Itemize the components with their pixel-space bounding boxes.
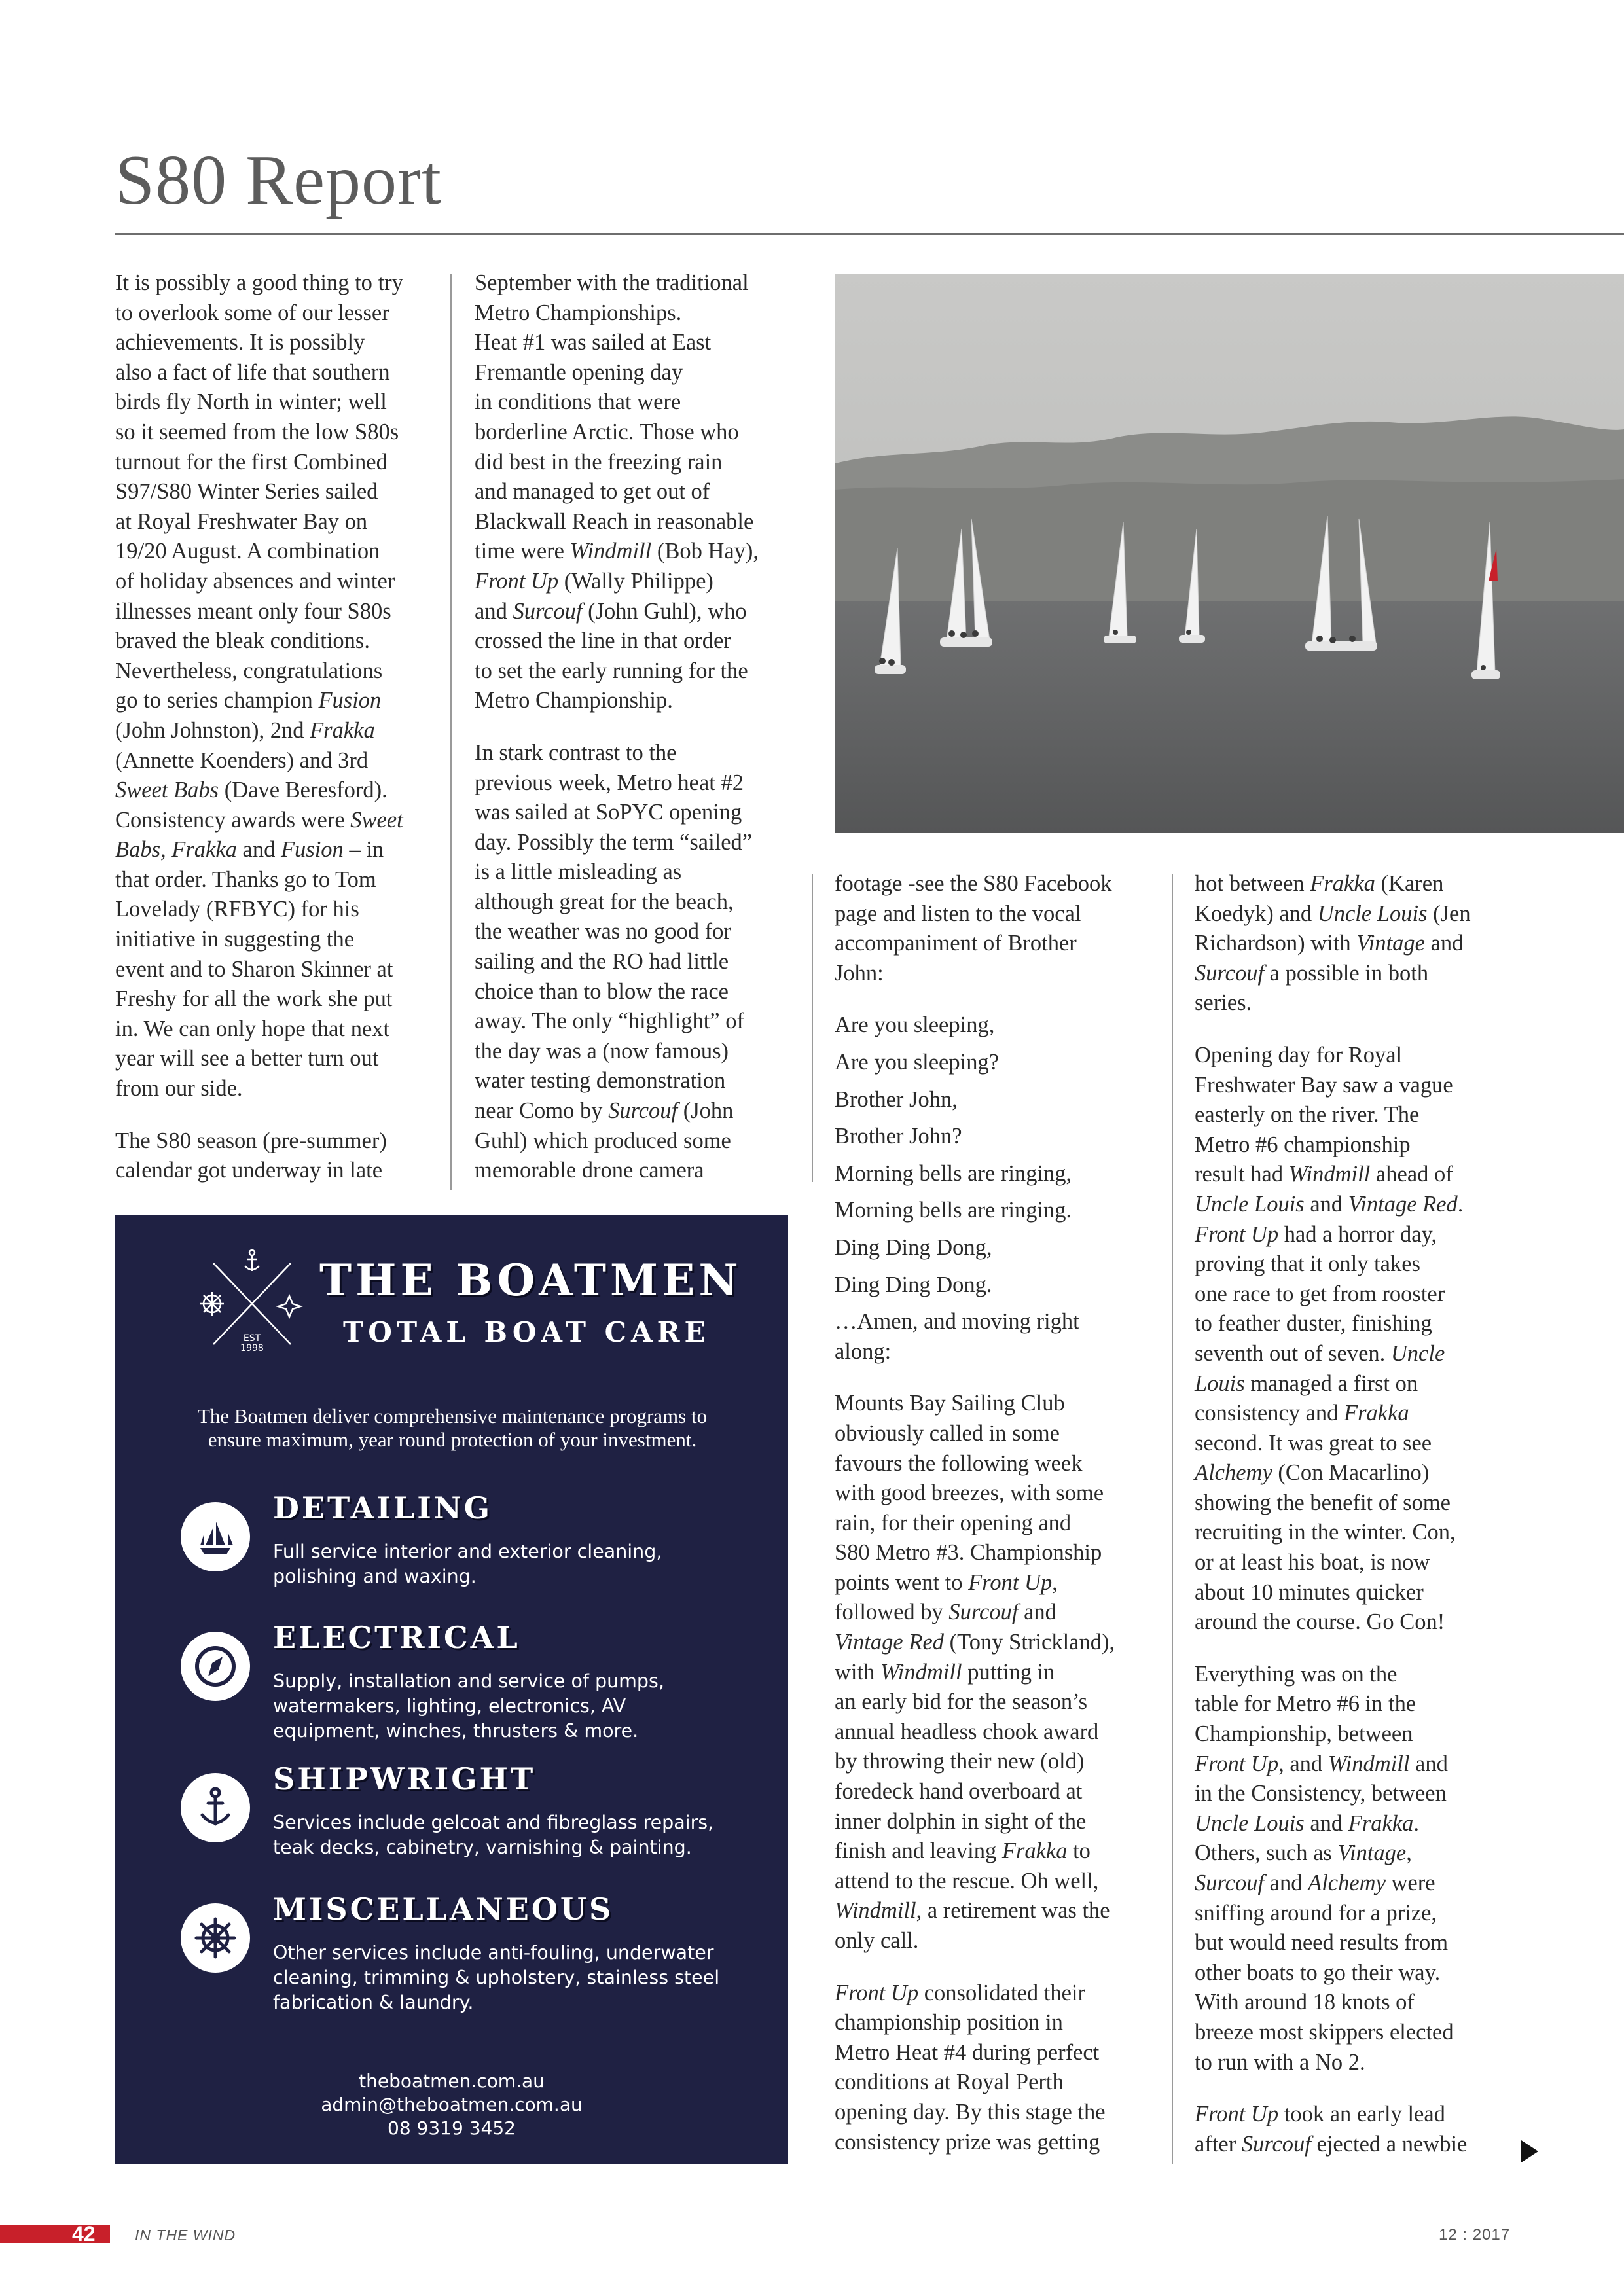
text-line: with good breezes, with some	[835, 1480, 1104, 1506]
text-line: table for Metro #6 in the	[1195, 1691, 1416, 1717]
text-line: memorable drone camera	[475, 1158, 704, 1183]
text-line: that order. Thanks go to Tom	[115, 867, 376, 892]
text-line: of holiday absences and winter	[115, 568, 395, 594]
text-line: with Windmill putting in	[835, 1659, 1055, 1685]
text-line: …Amen, and moving right	[835, 1309, 1079, 1335]
text-line: an early bid for the season’s	[835, 1689, 1088, 1715]
article-paragraph	[835, 1122, 1175, 1152]
text-line: in. We can only hope that next	[115, 1016, 390, 1041]
text-line: initiative in suggesting the	[115, 927, 355, 952]
text-line: in conditions that were	[475, 389, 681, 415]
text-line: sniffing around for a prize,	[1195, 1900, 1437, 1926]
text-line: breeze most skippers elected	[1195, 2019, 1454, 2045]
text-line: Morning bells are ringing.	[835, 1198, 1072, 1223]
service-text-shipwright: Services include gelcoat and fibreglass repairs, teak decks, cabinetry, varnishing & painting.	[273, 1812, 714, 1858]
magazine-name: IN THE WIND	[135, 2227, 236, 2244]
text-line: In stark contrast to the	[475, 740, 677, 765]
text-line: easterly on the river. The	[1195, 1102, 1420, 1128]
text-line: page and listen to the vocal	[835, 901, 1081, 926]
text-line: year will see a better turn out	[115, 1046, 379, 1071]
text-column-3	[835, 869, 1175, 2179]
text-line: Metro Heat #4 during perfect	[835, 2039, 1100, 2065]
text-line: proving that it only takes	[1195, 1251, 1420, 1277]
text-line: Uncle Louis and Vintage Red.	[1195, 1191, 1464, 1217]
text-line: recruiting in the winter. Con,	[1195, 1520, 1456, 1545]
text-line: Metro Championship.	[475, 688, 673, 713]
text-line: and managed to get out of	[475, 479, 710, 505]
text-line: footage -see the S80 Facebook	[835, 871, 1112, 896]
article-paragraph	[835, 1159, 1175, 1189]
ship-wheel-icon	[181, 1903, 250, 1973]
text-line: time were Windmill (Bob Hay),	[475, 539, 759, 564]
sailing-ship-icon	[181, 1502, 250, 1571]
article-paragraph	[835, 1307, 1175, 1367]
text-line: Front Up, and Windmill and	[1195, 1751, 1448, 1776]
text-line: achievements. It is possibly	[115, 330, 365, 355]
text-line: hot between Frakka (Karen	[1195, 871, 1444, 896]
text-line: conditions at Royal Perth	[835, 2070, 1064, 2095]
text-line: Are you sleeping?	[835, 1049, 1000, 1075]
text-line: away. The only “highlight” of	[475, 1009, 744, 1034]
text-line: is a little misleading as	[475, 859, 682, 885]
text-line: other boats to go their way.	[1195, 1960, 1441, 1985]
text-line: With around 18 knots of	[1195, 1990, 1415, 2015]
article-paragraph	[835, 1233, 1175, 1263]
text-line: annual headless chook award	[835, 1719, 1099, 1744]
text-line: Heat #1 was sailed at East	[475, 330, 712, 355]
text-line: foredeck hand overboard at	[835, 1779, 1083, 1804]
text-line: Louis managed a first on	[1195, 1371, 1418, 1396]
text-line: It is possibly a good thing to try	[115, 270, 403, 295]
text-line: Are you sleeping,	[835, 1013, 995, 1038]
text-line: borderline Arctic. Those who	[475, 419, 739, 444]
text-line: Blackwall Reach in reasonable	[475, 509, 754, 534]
text-line: points went to Front Up,	[835, 1570, 1058, 1595]
article-paragraph	[115, 268, 442, 1104]
article-paragraph	[1195, 1660, 1535, 2077]
article-paragraph	[835, 1085, 1175, 1115]
text-line: event and to Sharon Skinner at	[115, 956, 393, 982]
text-line: did best in the freezing rain	[475, 449, 723, 475]
column-divider	[1172, 874, 1173, 2164]
article-paragraph	[835, 1979, 1175, 2158]
text-line: Guhl) which produced some	[475, 1128, 731, 1153]
text-line: was sailed at SoPYC opening	[475, 800, 742, 825]
text-line: choice than to blow the race	[475, 978, 729, 1004]
text-line: championship position in	[835, 2010, 1063, 2036]
text-line: Championship, between	[1195, 1721, 1413, 1747]
text-line: series.	[1195, 990, 1252, 1016]
text-line: Morning bells are ringing,	[835, 1160, 1072, 1186]
service-title-electrical: ELECTRICAL	[273, 1620, 520, 1655]
text-line: Nevertheless, congratulations	[115, 658, 383, 683]
service-title-detailing: DETAILING	[273, 1490, 493, 1526]
compass-icon	[181, 1632, 250, 1701]
page-title: S80 Report	[115, 141, 442, 219]
text-line: previous week, Metro heat #2	[475, 770, 744, 795]
text-column-1	[115, 268, 442, 1208]
text-line: also a fact of life that southern	[115, 359, 390, 385]
column-divider	[812, 874, 813, 1182]
text-line: around the course. Go Con!	[1195, 1609, 1445, 1635]
text-line: Uncle Louis and Frakka.	[1195, 1810, 1420, 1836]
service-text-electrical: Supply, installation and service of pumps, watermakers, lighting, electronics, AV equipment, winches, thrusters & more.	[273, 1670, 664, 1742]
text-line: to run with a No 2.	[1195, 2049, 1365, 2075]
text-line: John:	[835, 960, 884, 986]
text-line: the weather was no good for	[475, 919, 731, 944]
article-paragraph	[1195, 869, 1535, 1018]
text-line: in the Consistency, between	[1195, 1781, 1447, 1806]
text-line: Alchemy (Con Macarlino)	[1195, 1460, 1430, 1486]
text-line: although great for the beach,	[475, 889, 734, 914]
text-line: about 10 minutes quicker	[1195, 1579, 1424, 1605]
text-line: Babs, Frakka and Fusion – in	[115, 837, 384, 863]
text-column-4	[1195, 869, 1535, 2181]
article-paragraph	[475, 738, 808, 1186]
ad-email-link[interactable]: admin@theboatmen.com.au	[321, 2094, 583, 2115]
article-paragraph	[835, 1011, 1175, 1041]
text-line: Metro #6 championship	[1195, 1132, 1411, 1157]
boatmen-advert	[115, 1215, 788, 2164]
text-line: Freshwater Bay saw a vague	[1195, 1072, 1453, 1098]
text-line: near Como by Surcouf (John	[475, 1098, 734, 1124]
text-line: by throwing their new (old)	[835, 1749, 1085, 1774]
text-line: inner dolphin in sight of the	[835, 1808, 1087, 1834]
article-paragraph	[835, 1048, 1175, 1078]
text-line: (Annette Koenders) and 3rd	[115, 747, 369, 773]
text-line: (John Johnston), 2nd Frakka	[115, 717, 375, 743]
text-line: Front Up had a horror day,	[1195, 1221, 1437, 1247]
text-line: to feather duster, finishing	[1195, 1311, 1432, 1336]
text-line: Lovelady (RFBYC) for his	[115, 897, 359, 922]
article-paragraph	[475, 268, 808, 716]
text-line: go to series champion Fusion	[115, 688, 382, 713]
text-line: turnout for the first Combined	[115, 449, 388, 475]
ad-phone: 08 9319 3452	[388, 2117, 516, 2139]
anchor-icon	[181, 1773, 250, 1842]
page-number: 42	[72, 2222, 96, 2246]
text-line: sailing and the RO had little	[475, 949, 729, 975]
text-line: Others, such as Vintage,	[1195, 1840, 1412, 1866]
text-line: consistency prize was getting	[835, 2129, 1100, 2155]
text-line: Everything was on the	[1195, 1661, 1398, 1687]
text-line: Fremantle opening day	[475, 359, 683, 385]
article-paragraph	[835, 869, 1175, 988]
service-title-miscellaneous: MISCELLANEOUS	[273, 1892, 614, 1927]
text-line: but would need results from	[1195, 1930, 1449, 1956]
column-divider	[450, 274, 452, 1190]
text-line: Ding Ding Dong,	[835, 1234, 992, 1260]
text-line: obviously called in some	[835, 1420, 1060, 1446]
text-line: 19/20 August. A combination	[115, 539, 380, 564]
text-line: calendar got underway in late	[115, 1158, 383, 1183]
text-line: one race to get from rooster	[1195, 1281, 1445, 1306]
ad-brand-name: THE BOATMEN	[319, 1255, 742, 1306]
text-line: so it seemed from the low S80s	[115, 419, 399, 444]
text-line: Freshy for all the work she put	[115, 986, 393, 1012]
text-line: Brother John,	[835, 1086, 958, 1112]
text-line: Front Up (Wally Philippe)	[475, 568, 713, 594]
ad-website-link[interactable]: theboatmen.com.au	[359, 2070, 545, 2092]
article-paragraph	[1195, 1041, 1535, 1638]
text-line: at Royal Freshwater Bay on	[115, 509, 368, 534]
text-line: rain, for their opening and	[835, 1510, 1072, 1535]
text-line: illnesses meant only four S80s	[115, 598, 391, 624]
text-line: accompaniment of Brother	[835, 931, 1077, 956]
text-line: Brother John?	[835, 1124, 962, 1149]
text-line: after Surcouf ejected a newbie	[1195, 2131, 1468, 2157]
text-line: The S80 season (pre-summer)	[115, 1128, 387, 1153]
text-line: from our side.	[115, 1076, 243, 1102]
text-line: Ding Ding Dong.	[835, 1272, 992, 1297]
ad-intro: The Boatmen deliver comprehensive maintenance programs to ensure maximum, year round protection of your investment.	[197, 1405, 708, 1451]
text-line: Metro Championships.	[475, 300, 682, 325]
text-line: Koedyk) and Uncle Louis (Jen	[1195, 901, 1471, 926]
article-paragraph	[835, 1196, 1175, 1226]
service-title-shipwright: SHIPWRIGHT	[273, 1761, 536, 1797]
text-line: only call.	[835, 1928, 919, 1953]
text-line: opening day. By this stage the	[835, 2099, 1106, 2125]
text-line: consistency and Frakka	[1195, 1401, 1409, 1426]
text-line: seventh out of seven. Uncle	[1195, 1340, 1445, 1366]
text-line: finish and leaving Frakka to	[835, 1839, 1091, 1864]
text-line: water testing demonstration	[475, 1068, 726, 1094]
text-line: Front Up consolidated their	[835, 1980, 1085, 2005]
text-line: crossed the line in that order	[475, 628, 731, 654]
text-column-2	[475, 268, 808, 1208]
text-line: Surcouf a possible in both	[1195, 960, 1429, 986]
established-badge: EST 1998	[240, 1333, 264, 1354]
text-line: Richardson) with Vintage and	[1195, 931, 1464, 956]
text-line: Opening day for Royal	[1195, 1042, 1403, 1067]
article-paragraph	[115, 1126, 442, 1186]
text-line: favours the following week	[835, 1450, 1083, 1476]
text-line: Vintage Red (Tony Strickland),	[835, 1630, 1115, 1655]
text-line: S80 Metro #3. Championship	[835, 1540, 1102, 1566]
text-line: showing the benefit of some	[1195, 1490, 1451, 1515]
text-line: Consistency awards were Sweet	[115, 807, 403, 833]
title-rule	[115, 233, 1624, 235]
text-line: Front Up took an early lead	[1195, 2102, 1445, 2127]
article-paragraph	[835, 1389, 1175, 1956]
text-line: S97/S80 Winter Series sailed	[115, 479, 378, 505]
continue-arrow-icon	[1521, 2140, 1538, 2162]
issue-date: 12 : 2017	[1439, 2226, 1511, 2244]
text-line: and Surcouf (John Guhl), who	[475, 598, 747, 624]
service-text-miscellaneous: Other services include anti-fouling, underwater cleaning, trimming & upholstery, stainless steel fabrication & laundry.	[273, 1942, 720, 2013]
service-text-detailing: Full service interior and exterior cleaning, polishing and waxing.	[273, 1541, 662, 1587]
text-line: day. Possibly the term “sailed”	[475, 829, 753, 855]
article-paragraph	[1195, 2100, 1535, 2159]
text-line: followed by Surcouf and	[835, 1600, 1056, 1625]
text-line: Mounts Bay Sailing Club	[835, 1391, 1065, 1416]
text-line: to overlook some of our lesser	[115, 300, 389, 325]
text-line: attend to the rescue. Oh well,	[835, 1868, 1099, 1893]
text-line: braved the bleak conditions.	[115, 628, 370, 654]
text-line: Sweet Babs (Dave Beresford).	[115, 778, 388, 803]
text-line: birds fly North in winter; well	[115, 389, 387, 415]
text-line: the day was a (now famous)	[475, 1038, 729, 1064]
ad-contact	[115, 2070, 788, 2140]
ad-tagline: TOTAL BOAT CARE	[343, 1316, 710, 1348]
text-line: second. It was great to see	[1195, 1430, 1432, 1456]
text-line: Surcouf and Alchemy were	[1195, 1871, 1435, 1895]
text-line: result had Windmill ahead of	[1195, 1162, 1453, 1187]
text-line: September with the traditional	[475, 270, 749, 295]
text-line: Windmill, a retirement was the	[835, 1898, 1110, 1924]
article-paragraph	[835, 1270, 1175, 1300]
sailing-photo	[835, 274, 1624, 833]
text-line: or at least his boat, is now	[1195, 1550, 1430, 1575]
text-line: to set the early running for the	[475, 658, 748, 683]
text-line: along:	[835, 1338, 892, 1364]
